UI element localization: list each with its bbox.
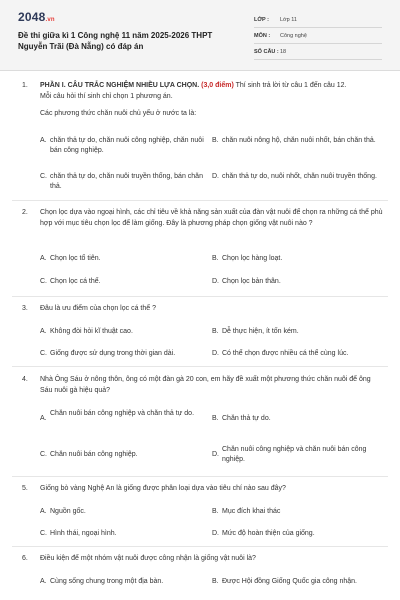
question-text: Giống bò vàng Nghệ An là giống được phân loại dựa vào tiêu chí nào sau đây? <box>40 485 286 492</box>
option-label: A. <box>40 255 47 262</box>
section-heading: PHẦN I. CÂU TRẮC NGHIỆM NHIỀU LỰA CHỌN. <box>40 82 200 89</box>
question-number: 3. <box>22 305 28 312</box>
option-c[interactable] <box>40 450 210 460</box>
exam-meta <box>254 12 382 60</box>
option-text: Giống được sử dụng trong thời gian dài. <box>50 350 176 357</box>
option-a[interactable] <box>40 327 210 337</box>
site-logo[interactable] <box>18 10 55 24</box>
document-header <box>0 0 400 71</box>
option-a[interactable] <box>40 136 210 156</box>
option-label: A. <box>40 328 47 335</box>
question-number: 5. <box>22 485 28 492</box>
option-c[interactable] <box>40 529 210 539</box>
question-number: 2. <box>22 209 28 216</box>
question-divider <box>12 200 388 201</box>
question-divider <box>12 296 388 297</box>
option-label: A. <box>40 578 47 585</box>
option-text: Chọn lọc tổ tiên. <box>50 255 101 262</box>
option-text: Không đòi hỏi kĩ thuật cao. <box>50 328 133 335</box>
question-divider <box>12 476 388 477</box>
question-number: 6. <box>22 555 28 562</box>
question-divider <box>12 546 388 547</box>
section-intro-line1: Thí sinh trả lời từ câu 1 đến câu 12. <box>235 82 347 89</box>
meta-value: 18 <box>280 48 287 55</box>
option-label: A. <box>40 137 47 144</box>
option-label: A. <box>40 508 47 515</box>
question-number: 1. <box>22 82 28 89</box>
meta-row-class <box>254 12 382 28</box>
option-b[interactable] <box>212 136 382 146</box>
option-b[interactable] <box>212 507 382 517</box>
option-text: Cùng sống chung trong một địa bàn. <box>50 578 164 585</box>
option-label: C. <box>40 530 47 537</box>
option-label: A. <box>40 415 47 422</box>
option-label: C. <box>40 350 47 357</box>
option-label: B. <box>212 137 219 144</box>
question-number: 4. <box>22 376 28 383</box>
option-label: D. <box>212 173 219 180</box>
option-c[interactable] <box>40 172 210 192</box>
option-text: Được Hội đồng Giống Quốc gia công nhận. <box>222 578 357 585</box>
option-label: C. <box>40 173 47 180</box>
option-label: B. <box>212 578 219 585</box>
question-divider <box>12 366 388 367</box>
option-text: Chăn nuôi bán công nghiệp. <box>50 451 138 458</box>
meta-label: SỐ CÂU : <box>254 48 279 55</box>
option-c[interactable] <box>40 277 210 287</box>
option-label: D. <box>212 278 219 285</box>
option-text: Chăn thả tự do. <box>222 415 271 422</box>
logo-suffix: .vn <box>45 17 55 23</box>
option-d[interactable] <box>212 277 382 287</box>
meta-label: LỚP : <box>254 16 269 23</box>
option-text: Nguồn gốc. <box>50 508 86 515</box>
option-text: chăn thả tự do, nuôi nhốt, chăn nuôi truyền thống. <box>222 173 377 180</box>
meta-row-count <box>254 44 382 60</box>
option-text: Chọn lọc bản thân. <box>222 278 281 285</box>
logo-text: 2048 <box>18 10 46 24</box>
meta-value: Công nghệ <box>280 32 307 39</box>
option-text: chăn thả tự do, chăn nuôi truyền thống, bán chăn thả. <box>50 173 203 190</box>
question-text: Chọn lọc dựa vào ngoại hình, các chỉ tiêu về khả năng sản xuất của đàn vật nuôi để chọn ra những cá thể phù hợp với mục tiêu chọn lọc để làm giống. Đây là phương pháp chọn giống vật nuôi nào ? <box>40 209 383 227</box>
option-b[interactable] <box>212 254 382 264</box>
option-text: Chọn lọc hàng loạt. <box>222 255 283 262</box>
section-intro-line2: Mỗi câu hỏi thí sinh chỉ chọn 1 phương án. <box>40 93 173 100</box>
option-d[interactable] <box>212 172 382 182</box>
option-a[interactable] <box>40 577 210 587</box>
section-points: (3,0 điểm) <box>201 82 234 89</box>
option-d[interactable] <box>212 445 382 465</box>
option-d[interactable] <box>212 529 382 539</box>
option-text: Chọn lọc cá thể. <box>50 278 101 285</box>
exam-title: Đề thi giữa kì 1 Công nghệ 11 năm 2025-2026 THPT Nguyễn Trãi (Đà Nẵng) có đáp án <box>18 31 213 51</box>
meta-row-subject <box>254 28 382 44</box>
option-text: Chăn nuôi bán công nghiệp và chăn thả tự do. <box>50 410 195 417</box>
option-text: Mục đích khai thác <box>222 508 281 515</box>
option-b[interactable] <box>212 327 382 337</box>
option-d[interactable] <box>212 349 392 359</box>
option-label: B. <box>212 415 219 422</box>
option-b[interactable] <box>212 577 392 587</box>
option-label: C. <box>40 278 47 285</box>
question-text: Đâu là ưu điểm của chọn lọc cá thể ? <box>40 305 156 312</box>
option-a[interactable] <box>40 507 210 517</box>
option-b[interactable] <box>212 414 382 424</box>
option-text: Có thể chọn được nhiều cá thể cùng lúc. <box>222 350 349 357</box>
option-label: C. <box>40 451 47 458</box>
option-text: chăn nuôi nông hộ, chăn nuôi nhốt, bán chăn thả. <box>222 137 376 144</box>
section-intro <box>40 80 385 102</box>
meta-label: MÔN : <box>254 32 271 39</box>
question-text: Điều kiện để một nhóm vật nuôi được công nhận là giống vật nuôi là? <box>40 555 256 562</box>
option-label: D. <box>212 451 219 458</box>
option-label: B. <box>212 255 219 262</box>
option-c[interactable] <box>40 349 210 359</box>
option-a[interactable] <box>40 409 210 424</box>
question-text: Nhà Ông Sáu ở nông thôn, ông có một đàn gà 20 con, em hãy đề xuất một phương thức chăn nuôi để ông Sáu nuôi gà hiệu quả? <box>40 376 371 394</box>
option-label: D. <box>212 350 219 357</box>
option-label: B. <box>212 328 219 335</box>
option-text: Dễ thực hiện, ít tốn kém. <box>222 328 299 335</box>
option-text: Chăn nuôi công nghiệp và chăn nuôi bán công nghiệp. <box>222 446 367 463</box>
option-text: Hình thái, ngoại hình. <box>50 530 117 537</box>
question-text: Các phương thức chăn nuôi chủ yếu ở nước ta là: <box>40 110 197 117</box>
option-label: D. <box>212 530 219 537</box>
option-a[interactable] <box>40 254 210 264</box>
option-text: Mức độ hoàn thiện của giống. <box>222 530 315 537</box>
meta-value: Lớp 11 <box>280 16 297 23</box>
option-text: chăn thả tự do, chăn nuôi công nghiệp, chăn nuôi bán công nghiệp. <box>50 137 204 154</box>
option-label: B. <box>212 508 219 515</box>
